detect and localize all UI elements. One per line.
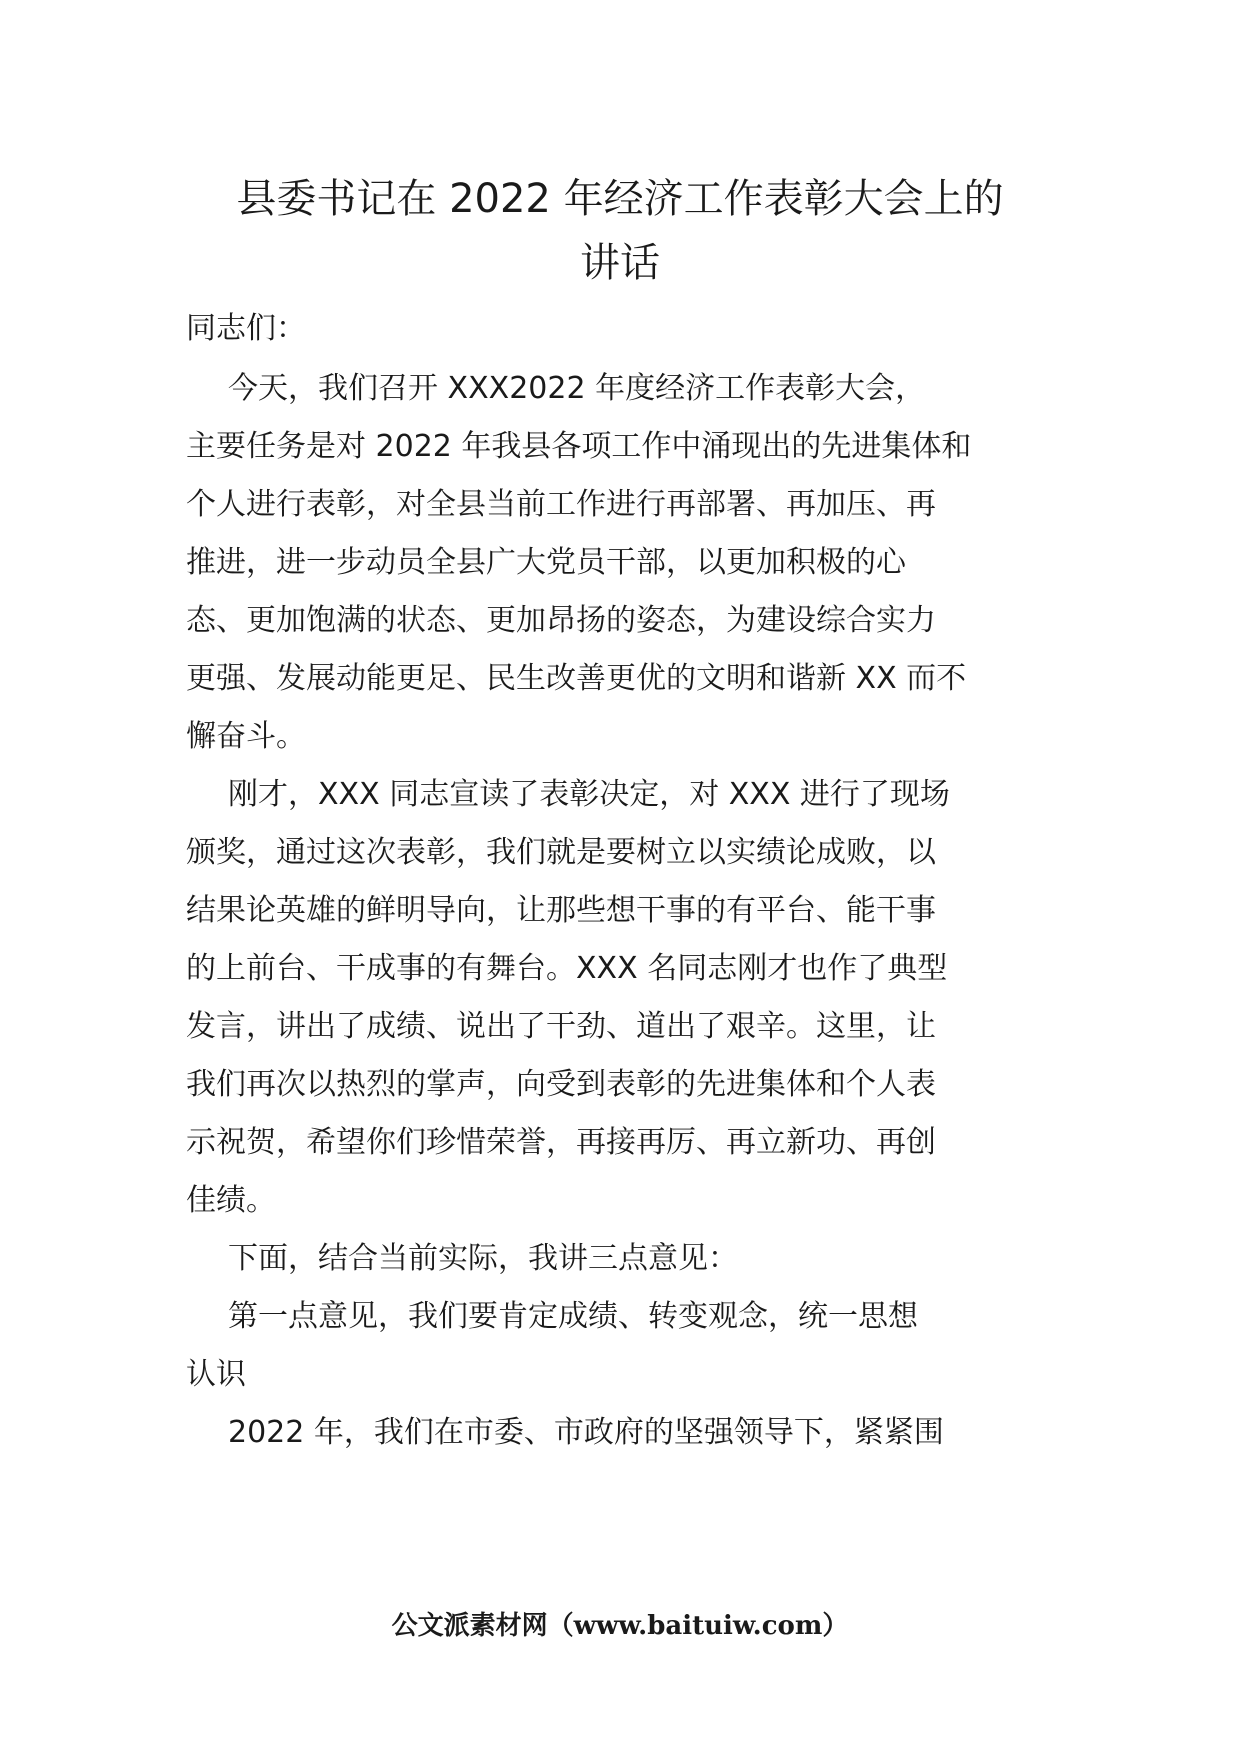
paragraph-line: 今天，我们召开 XXX2022 年度经济工作表彰大会， — [228, 371, 926, 406]
section-heading-line: 认识 — [186, 1357, 246, 1392]
greeting: 同志们： — [186, 311, 306, 346]
paragraph-line: 更强、发展动能更足、民生改善更优的文明和谐新 XX 而不 — [186, 661, 967, 696]
paragraph-line: 颁奖，通过这次表彰，我们就是要树立以实绩论成败，以 — [186, 835, 936, 870]
paragraph-line: 的上前台、干成事的有舞台。XXX 名同志刚才也作了典型 — [186, 951, 948, 986]
paragraph-line: 示祝贺，希望你们珍惜荣誉，再接再厉、再立新功、再创 — [186, 1125, 936, 1160]
paragraph-line: 下面，结合当前实际，我讲三点意见： — [228, 1241, 738, 1276]
paragraph-line: 个人进行表彰，对全县当前工作进行再部署、再加压、再 — [186, 487, 936, 522]
paragraph-line: 推进，进一步动员全县广大党员干部，以更加积极的心 — [186, 545, 906, 580]
document-title-line-1: 县委书记在 2022 年经济工作表彰大会上的 — [236, 176, 1004, 222]
paragraph-line: 结果论英雄的鲜明导向，让那些想干事的有平台、能干事 — [186, 893, 936, 928]
footer-watermark: 公文派素材网（www.baituiw.com） — [391, 1611, 849, 1641]
paragraph-line: 刚才，XXX 同志宣读了表彰决定，对 XXX 进行了现场 — [228, 777, 950, 812]
paragraph-line: 懈奋斗。 — [186, 719, 306, 754]
paragraph-line: 主要任务是对 2022 年我县各项工作中涌现出的先进集体和 — [186, 429, 972, 464]
paragraph-line: 佳绩。 — [186, 1183, 276, 1218]
section-heading-line: 第一点意见，我们要肯定成绩、转变观念，统一思想 — [228, 1299, 918, 1334]
paragraph-line: 2022 年，我们在市委、市政府的坚强领导下，紧紧围 — [228, 1415, 944, 1450]
paragraph-line: 态、更加饱满的状态、更加昂扬的姿态，为建设综合实力 — [186, 603, 936, 638]
paragraph-line: 我们再次以热烈的掌声，向受到表彰的先进集体和个人表 — [186, 1067, 936, 1102]
document-title-line-2: 讲话 — [580, 240, 660, 286]
paragraph-line: 发言，讲出了成绩、说出了干劲、道出了艰辛。这里，让 — [186, 1009, 936, 1044]
